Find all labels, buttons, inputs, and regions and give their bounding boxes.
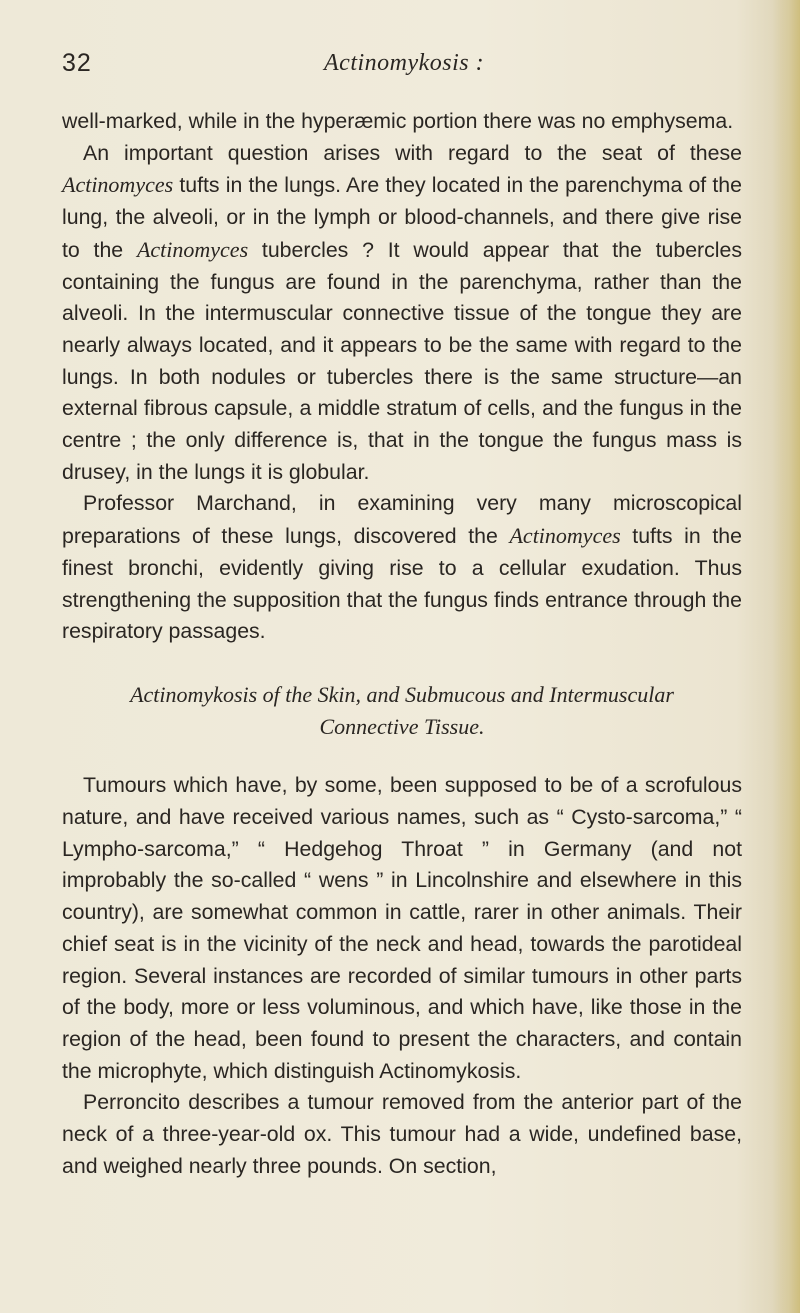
paragraph — [62, 106, 742, 138]
page-header — [62, 48, 742, 88]
text-segment: An important question arises with regard to the seat of these — [83, 140, 742, 165]
text-segment: Tumours which have, by some, been supposed to be of a scrofulous nature, and have received various names, such as “ Cysto-sarcoma,” “ Lympho-sarcoma,” “ Hedgehog Throat ” in Germany (and not improbably the so-called “ wens ” in Lincolnshire and elsewhere in this country), are somewhat common in cattle, rarer in other animals. Their chief seat is in the vicinity of the neck and head, towards the parotideal region. Several instances are recorded of similar tumours in other parts of the body, more or less voluminous, and which have, like those in the region of the head, been found to present the characters, and contain the microphyte, which distinguish Actinomykosis. — [62, 773, 742, 1083]
text-segment: Perroncito describes a tumour removed from the anterior part of the neck of a three-year-old ox. This tumour had a wide, undefined base, and weighed nearly three pounds. On section, — [62, 1090, 742, 1178]
text-segment: tufts in the lungs. Are they located in the parenchyma of the lung, the alveoli, or in the lymph or blood-channels, and there give rise to the — [62, 173, 742, 262]
page-number: 32 — [62, 49, 92, 77]
italic-term: Actinomyces — [509, 523, 621, 549]
paragraph — [62, 770, 742, 1087]
text-segment: Professor Marchand, in examining very many microscopical preparations of these lungs, discovered the — [62, 491, 742, 549]
section-heading-line: Connective Tissue. — [319, 713, 485, 739]
text-segment: tubercles ? It would appear that the tubercles containing the fungus are found in the parenchyma, rather than the alveoli. In the intermuscular connective tissue of the tongue they are nearly always located, and it appears to be the same with regard to the lungs. In both nodules or tubercles there is the same structure—an external fibrous capsule, a middle stratum of cells, and the fungus in the centre ; the only difference is, that in the tongue the fungus mass is drusey, in the lungs it is globular. — [62, 237, 743, 484]
text-segment: tufts in the finest bronchi, evidently giving rise to a cellular exudation. Thus strengthening the supposition that the fungus finds entrance through the respiratory passages. — [62, 524, 742, 644]
section-heading-line: Actinomykosis of the Skin, and Submucous and Intermuscular — [130, 681, 674, 707]
paragraph — [62, 138, 742, 489]
paragraph — [62, 488, 742, 648]
text-segment: well-marked, while in the hyperæmic portion there was no emphysema. — [62, 109, 734, 133]
running-head: Actinomykosis : — [324, 50, 485, 76]
italic-term: Actinomyces — [136, 236, 249, 262]
italic-term: Actinomyces — [62, 172, 174, 198]
section-heading — [62, 679, 742, 742]
page-edge-discoloration — [772, 0, 800, 1313]
paragraph — [62, 1087, 742, 1182]
body-text — [62, 106, 742, 1183]
